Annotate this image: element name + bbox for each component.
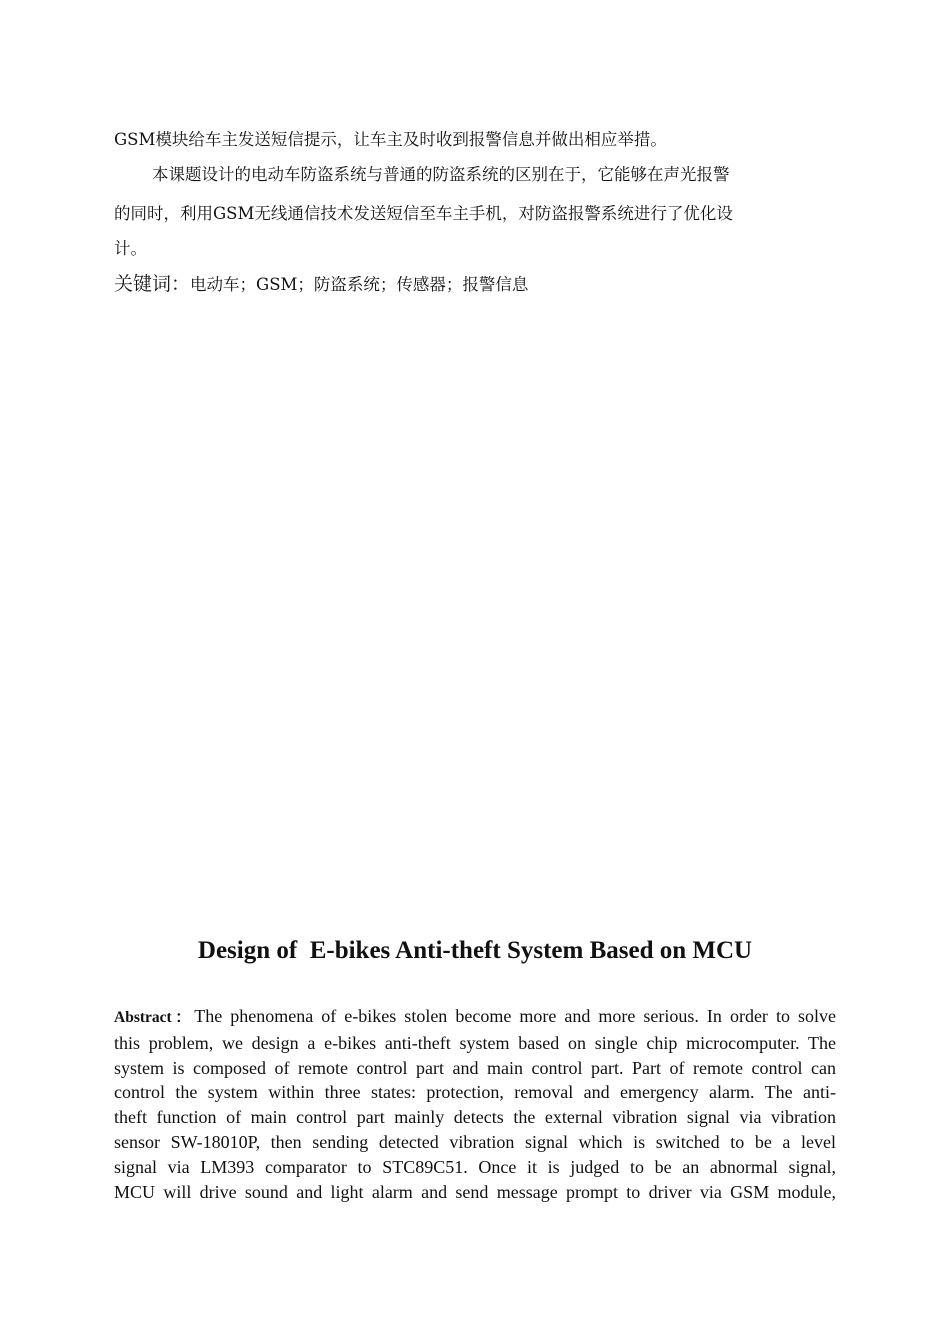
keywords-label: 关键词： <box>114 273 191 295</box>
abstract-line: theft function of main control part mainly detects the external vibration signal via vibration <box>114 1107 836 1128</box>
chinese-paragraph-2-line-2: 的同时，利用GSM无线通信技术发送短信至车主手机，对防盗报警系统进行了优化设 <box>114 204 733 223</box>
abstract-text: The phenomena of e-bikes stolen become more and more serious. In order to solve <box>194 1006 836 1026</box>
chinese-paragraph-2-line-1: 本课题设计的电动车防盗系统与普通的防盗系统的区别在于，它能够在声光报警 <box>152 165 730 184</box>
abstract-line: system is composed of remote control part and main control part. Part of remote control can <box>114 1057 836 1078</box>
abstract-line <box>114 1004 836 1031</box>
abstract-line: control the system within three states: protection, removal and emergency alarm. The anti- <box>114 1082 836 1103</box>
abstract-line: this problem, we design a e-bikes anti-theft system based on single chip microcomputer. The <box>114 1032 836 1053</box>
abstract-label: Abstract： <box>114 1009 195 1026</box>
abstract-line: MCU will drive sound and light alarm and send message prompt to driver via GSM module, <box>114 1181 836 1202</box>
english-abstract <box>114 1004 836 1204</box>
abstract-line: sensor SW-18010P, then sending detected vibration signal which is switched to be a level <box>114 1131 836 1152</box>
keywords-line <box>114 269 528 296</box>
chinese-paragraph-2-line-3: 计。 <box>114 239 147 258</box>
chinese-paragraph-1-line-1: GSM模块给车主发送短信提示，让车主及时收到报警信息并做出相应举措。 <box>114 130 667 149</box>
abstract-line: signal via LM393 comparator to STC89C51. Once it is judged to be an abnormal signal, <box>114 1156 836 1177</box>
keywords-text: 电动车；GSM；防盗系统；传感器；报警信息 <box>190 275 529 294</box>
english-title: Design of E-bikes Anti-theft System Based on MCU <box>197 937 753 964</box>
